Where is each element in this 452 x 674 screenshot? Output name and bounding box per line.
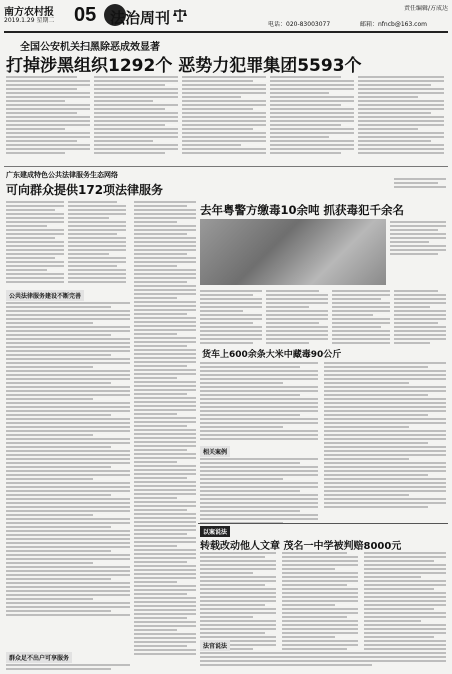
right-story-body-col3 bbox=[332, 290, 390, 346]
lead-divider bbox=[4, 166, 448, 167]
brief-headline: 货车上600余条大米中藏毒90公斤 bbox=[202, 350, 342, 360]
email-line: 邮箱：nfncb@163.com bbox=[360, 21, 427, 28]
left-story-subhead: 广东建成特色公共法律服务生态网络 bbox=[6, 171, 118, 179]
photo-caption bbox=[390, 221, 446, 257]
middle-column-body bbox=[134, 201, 196, 657]
drug-seizure-photo bbox=[200, 219, 386, 285]
case-analysis-tag: 以案说法 bbox=[200, 526, 230, 537]
judge-says-body bbox=[200, 652, 446, 668]
section-title: 法治周刊 bbox=[110, 9, 171, 27]
left-story-body-end bbox=[6, 664, 130, 672]
issue-date: 2019.1.29 星期二 bbox=[4, 17, 55, 24]
paper-name: 南方农村报 bbox=[4, 7, 54, 18]
lead-kicker: 全国公安机关扫黑除恶成效显著 bbox=[20, 42, 160, 53]
bottom-story-divider bbox=[198, 523, 448, 524]
scales-of-justice-icon bbox=[172, 7, 188, 23]
masthead-rule bbox=[4, 31, 448, 33]
brief-body-col1 bbox=[200, 362, 318, 442]
page-number: 05 bbox=[74, 4, 97, 26]
phone-line: 电话：020-83003077 bbox=[268, 21, 331, 28]
bottom-story-body-col2 bbox=[282, 552, 358, 660]
lead-column-4 bbox=[270, 76, 354, 156]
left-story-headline: 可向群众提供172项法律服务 bbox=[6, 183, 164, 197]
section-logo bbox=[104, 4, 188, 28]
right-story-body-col4 bbox=[394, 290, 446, 346]
bottom-story-headline: 转载改动他人文章 茂名一中学被判赔8000元 bbox=[200, 541, 402, 552]
lead-column-2 bbox=[94, 76, 178, 156]
right-story-body-col2 bbox=[266, 290, 328, 346]
right-story-body-top-col bbox=[394, 178, 446, 190]
brief-body-col2 bbox=[200, 458, 318, 526]
left-section-heading-2: 群众足不出户可享服务 bbox=[6, 652, 72, 663]
masthead bbox=[0, 0, 452, 36]
left-story-body-col2 bbox=[68, 201, 126, 285]
bottom-story-body-col3 bbox=[364, 552, 446, 660]
lead-headline: 打掉涉黑组织1292个 恶势力犯罪集团5593个 bbox=[6, 56, 362, 76]
left-section-heading-1: 公共法律服务建设不断完善 bbox=[6, 290, 84, 301]
judge-says-label: 法官说法 bbox=[200, 640, 230, 651]
lead-body bbox=[6, 76, 446, 164]
lead-column-1 bbox=[6, 76, 90, 156]
lead-column-5 bbox=[358, 76, 444, 156]
right-story-body-col1 bbox=[200, 290, 262, 346]
left-story-body-col3 bbox=[6, 302, 130, 618]
editor-line: 责任编辑/方成达 bbox=[403, 5, 448, 12]
related-case-label: 相关案例 bbox=[200, 446, 230, 457]
left-story-body-col1 bbox=[6, 201, 64, 285]
right-column-body bbox=[324, 362, 446, 510]
lead-column-3 bbox=[182, 76, 266, 156]
right-story-headline: 去年粤警方缴毒10余吨 抓获毒犯千余名 bbox=[200, 203, 405, 217]
